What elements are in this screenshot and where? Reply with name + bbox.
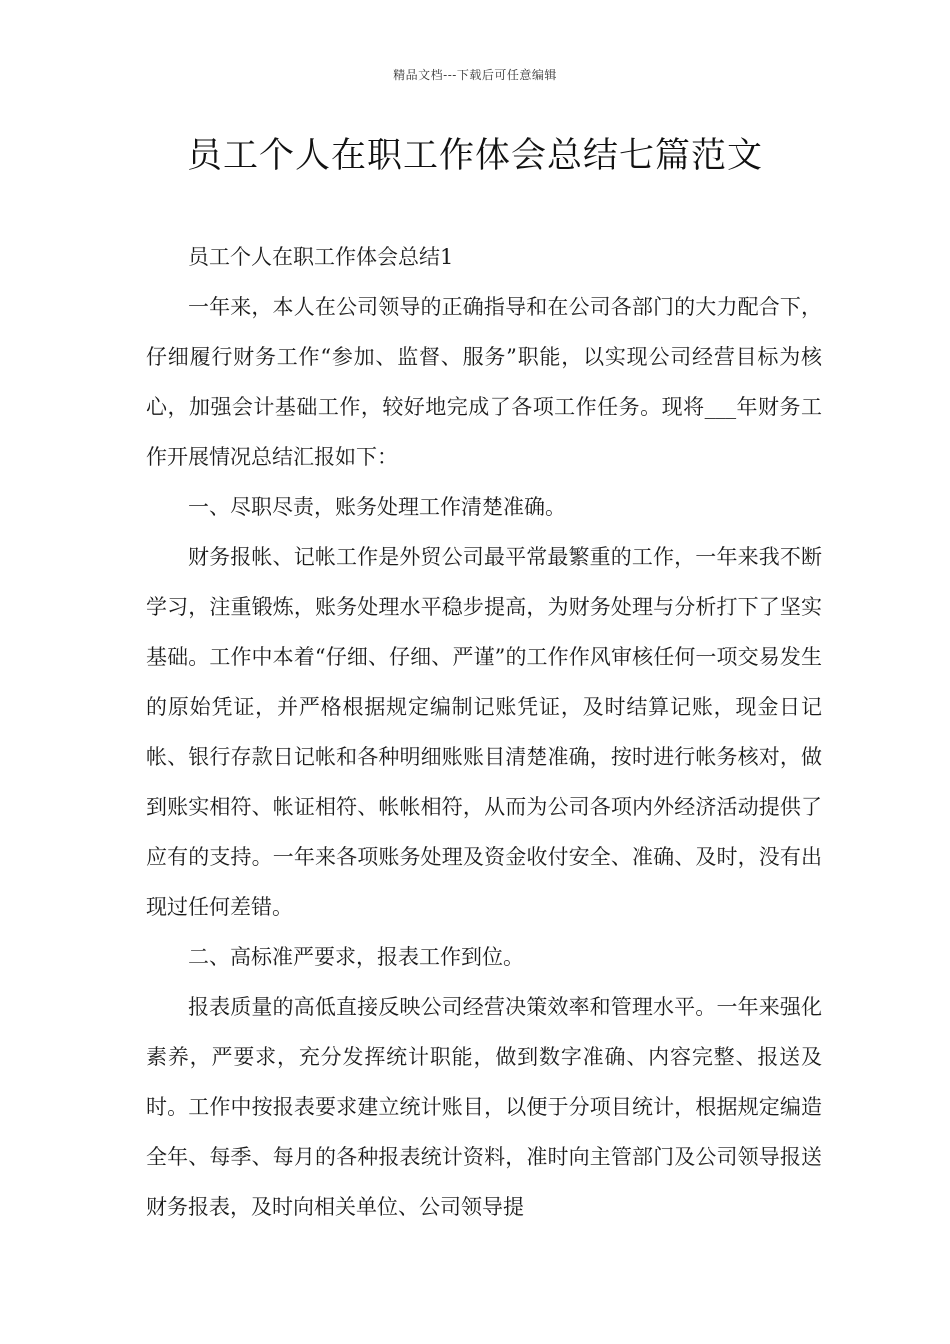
body-paragraph: 报表质量的高低直接反映公司经营决策效率和管理水平。一年来强化素养，严要求，充分发挥统计职能，做到数字准确、内容完整、报送及时。工作中按报表要求建立统计账目，以便于分项目统计，根据规定编造全年、每季、每月的各种报表统计资料，准时向主管部门及公司领导报送财务报表，及时向相关单位、公司领导提 [146,995,822,1219]
header-note: 精品文档---下载后可任意编辑 [393,68,557,82]
document-title: 员工个人在职工作体会总结七篇范文 [186,136,763,176]
body-paragraph: 一年来，本人在公司领导的正确指导和在公司各部门的大力配合下，仔细履行财务工作“参加、监督、服务”职能，以实现公司经营目标为核心，加强会计基础工作，较好地完成了各项工作任务。现将___年财务工作开展情况总结汇报如下： [146,295,822,469]
body-paragraph: 财务报帐、记帐工作是外贸公司最平常最繁重的工作，一年来我不断学习，注重锻炼，账务处理水平稳步提高，为财务处理与分析打下了坚实基础。工作中本着“仔细、仔细、严谨”的工作作风审核任何一项交易发生的原始凭证，并严格根据规定编制记账凭证，及时结算记账，现金日记帐、银行存款日记帐和各种明细账账目清楚准确，按时进行帐务核对，做到账实相符、帐证相符、帐帐相符，从而为公司各项内外经济活动提供了应有的支持。一年来各项账务处理及资金收付安全、准确、及时，没有出现过任何差错。 [146,545,822,919]
subsection-heading: 一、尽职尽责，账务处理工作清楚准确。 [188,495,566,519]
section-heading: 员工个人在职工作体会总结1 [188,245,454,269]
subsection-heading: 二、高标准严要求，报表工作到位。 [188,945,524,969]
document-body [146,232,822,1232]
